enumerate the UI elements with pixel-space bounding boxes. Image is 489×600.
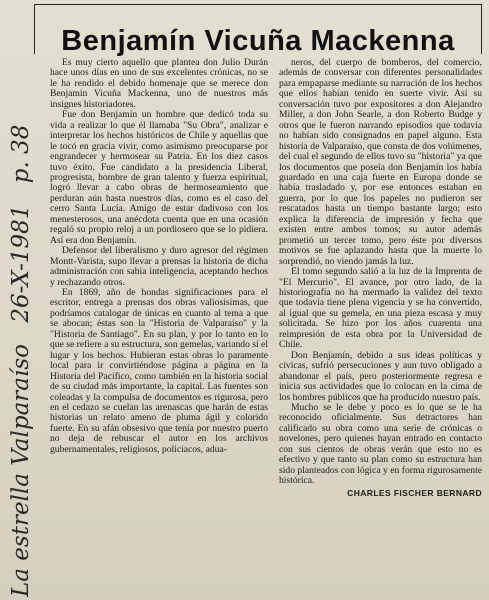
article-headline: Benjamín Vicuña Mackenna bbox=[61, 25, 455, 58]
paragraph: Es muy cierto aquello que plantea don Julio Durán hace unos días en uno de sus excelentes crónicas, no se le ha rendido el debido homenaje que se merece don Benjamín Vicuña Mackenna, uno de nuestros más insignes historiadores. bbox=[50, 57, 268, 110]
paragraph: Don Benjamín, debido a sus ideas políticas y cívicas, sufrió persecuciones y aun tuvo obligado a abandonar el país, pero posteriormente regresa e inicia sus actividades que lo colocan en la cima de los hombres públicos que ha producido nuestro país. bbox=[279, 349, 482, 403]
author-byline: CHARLES FISCHER BERNARD bbox=[347, 487, 482, 498]
frame-line bbox=[34, 4, 482, 5]
right-column bbox=[279, 58, 482, 498]
paragraph: El tomo segundo salió a la luz de la Imprenta de "El Mercurio". El avance, por otro lado, de la historiografía no ha mermado la validez del texto que todavía tiene plena vigencia y se ha convertido, al igual que su gemela, en una pieza escasa y muy solicitada. Se hizo por los años cuarenta una reimpresión de esta obra por la Universidad de Chile. bbox=[279, 266, 482, 351]
paragraph: neros, del cuerpo de bomberos, del comercio, además de conversar con diferentes personalidades para empaparse mediante su narración de los hechos que ellos habían tenido en suerte vivir. Así su conversación tuvo por expositores a don Alejandro Miller, a don John Searle, a don Roberto Budge y otros que le fueron narrando episodios que todavía no habían sido consignados en papel alguno. Esta historia de Valparaíso, que consta de dos volúmenes, del cual el segundo de ellos tuvo su "historia" ya que los documentos que poseía don Benjamín los había guardado en una caja fuerte en Europa donde se había trasladado y, por ese entonces estaban en guerra, por lo que los papeles no pudieron ser rescatados hasta un tiempo bastante largo; esto explica la diferencia de impresión y fecha que existen entre ambos tomos; su autor además prometió un tercer tomo, pero éste por diversos motivos se fue aplazando hasta que la muerte lo sorprendió, no viendo jamás la luz. bbox=[279, 57, 482, 267]
handwritten-annotation bbox=[6, 124, 36, 597]
left-column bbox=[50, 58, 268, 455]
paragraph: Defensor del liberalismo y duro agresor del régimen Montt-Varista, supo llevar a prensas la historia de dicha administración con sabia inteligencia, aceptando hechos y rechazando otros. bbox=[50, 245, 268, 288]
paragraph: En 1869, año de hondas significaciones para el escritor, entrega a prensas dos obras valiosísimas, que podríamos catalogar de únicas en cuanto al tema a que se abocan; éstas son la "Historia de Valparaíso" y la "Historia de Santiago". En su plan, y por lo tanto en lo que se refiere a su estructura, son gemelas, variando sí el lugar y los hechos. Hubieran estas obras lo paramente local para ir convirtiéndose página a página en la Historia del Pacífico, como también en la historia social de su ciudad más importante, la capital. Las fuentes son coleadas y la compulsa de documentos es rigurosa, pero en el cedazo se cuelan las arenascas que harán de estas historias un relato ameno de pluma ágil y colorido fuerte. En su afán obsesivo que tenía por nuestro puerto no deja de rebuscar el autor en los archivos gubernamentales, religiosos, policiacos, adua- bbox=[50, 286, 268, 455]
annotation-date: 26-X-1981 bbox=[8, 204, 34, 323]
paragraph: Mucho se le debe y poco es lo que se le ha reconocido oficialmente. Sus detractores han calificado su obra como una serie de crónicas o novelones, pero quienes hayan entrado en contacto con sus cientos de obras verán que esto no es efectivo y que tanto su plan como su estructura han sido planteados con lógica y en forma rigurosamente histórica. bbox=[279, 401, 482, 487]
annotation-source: La estrella Valparaíso bbox=[8, 343, 34, 597]
annotation-page: p. 38 bbox=[8, 124, 34, 184]
paragraph: Fue don Benjamín un hombre que dedicó toda su vida a realizar lo que él llamaba "Su Obra", analizar e interpretar los hechos históricos de Chile y aquellas que le tocó en gracia vivir, como asimismo preocuparse por engrandecer y hermosear su Patria. En los diez casos tuvo éxito. Fue candidato a la presidencia Liberal, progresista, hombre de gran talento y fuerza espiritual, logró llevar a cabo obras de hermoseamiento que perduran aún hasta nuestros días, como es el caso del cerro Santa Lucía. Amigo de estar dadivoso con los menesterosos, una anécdota cuenta que en una ocasión regaló su propio reloj a un pordiosero que se lo pidiera. Así era don Benjamín. bbox=[50, 109, 268, 246]
